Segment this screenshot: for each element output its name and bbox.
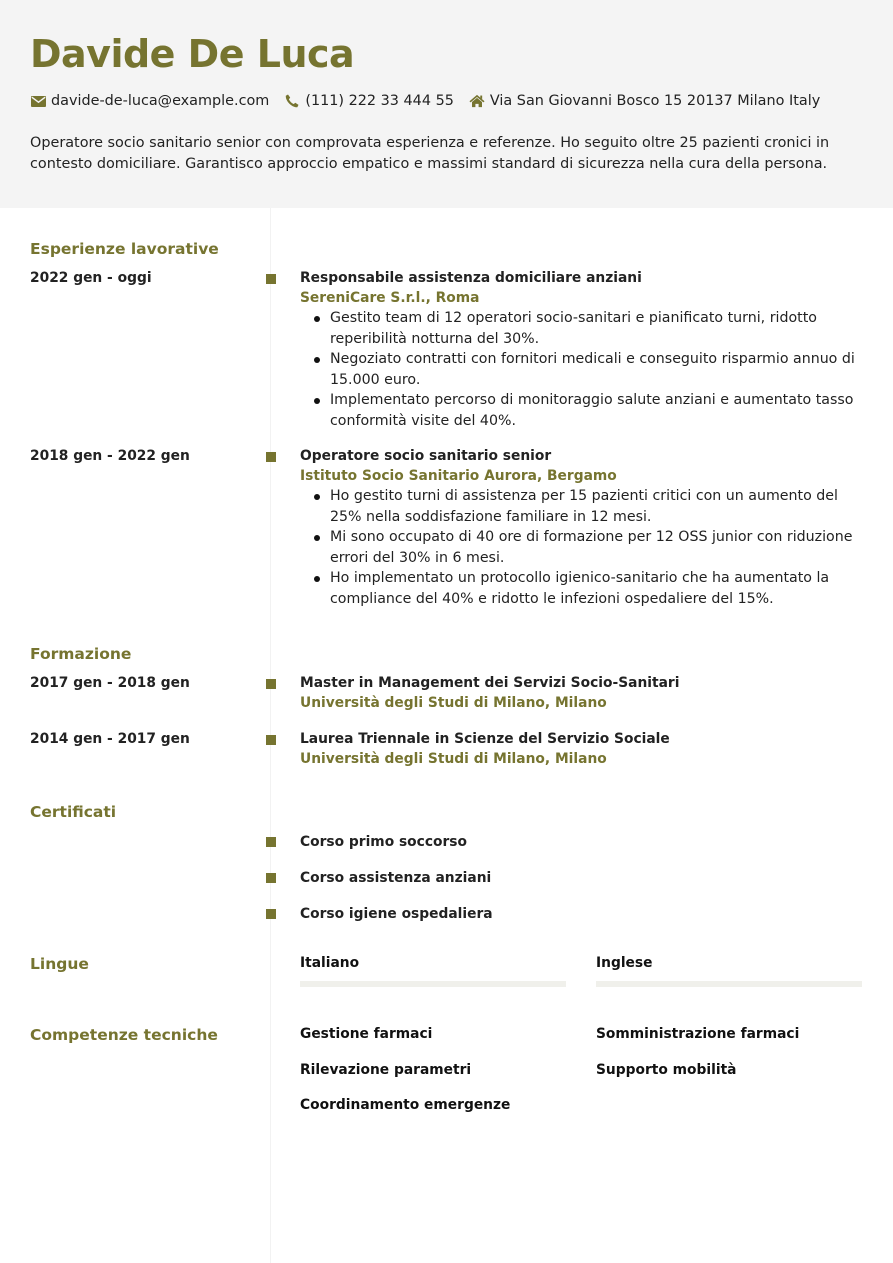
timeline-marker xyxy=(266,909,276,919)
experience-entry xyxy=(30,446,863,609)
skill-item: Coordinamento emergenze xyxy=(300,1097,511,1113)
certificate-name: Corso igiene ospedaliera xyxy=(300,906,493,922)
contact-email xyxy=(30,93,269,109)
phone-icon xyxy=(284,94,300,108)
timeline-marker xyxy=(266,452,276,462)
section-skills xyxy=(30,1024,863,1113)
language-item xyxy=(300,953,566,987)
bullet-item: Ho gestito turni di assistenza per 15 pazienti critici con un aumento del 25% nella soddisfazione familiare in 12 mesi. xyxy=(312,486,863,527)
skill-item: Gestione farmaci xyxy=(300,1026,433,1042)
language-level-bar xyxy=(596,981,862,987)
timeline-marker xyxy=(266,837,276,847)
entry-school: Università degli Studi di Milano, Milano xyxy=(300,751,607,767)
contact-row xyxy=(30,91,863,111)
envelope-icon xyxy=(30,94,46,108)
entry-organization: SereniCare S.r.l., Roma xyxy=(300,290,480,306)
candidate-name: Davide De Luca xyxy=(30,32,355,76)
timeline-marker xyxy=(266,735,276,745)
section-title-experience: Esperienze lavorative xyxy=(30,240,219,258)
skill-item: Somministrazione farmaci xyxy=(596,1026,800,1042)
entry-degree: Laurea Triennale in Scienze del Servizio Sociale xyxy=(300,731,670,747)
certificate-item xyxy=(30,904,863,940)
skill-item: Rilevazione parametri xyxy=(300,1061,472,1078)
timeline-marker xyxy=(266,873,276,883)
certificate-name: Corso primo soccorso xyxy=(300,834,467,850)
entry-date: 2014 gen - 2017 gen xyxy=(30,731,190,747)
certificate-item xyxy=(30,832,863,868)
skill-item: Supporto mobilità xyxy=(596,1061,737,1078)
bullet-item: Ho implementato un protocollo igienico-sanitario che ha aumentato la compliance del 40% e ridotto le infezioni ospedaliere del 15%. xyxy=(312,568,863,609)
timeline-marker xyxy=(266,679,276,689)
languages-grid xyxy=(300,953,863,987)
experience-entry xyxy=(30,268,863,431)
education-entry xyxy=(30,673,863,713)
entry-bullets xyxy=(312,308,863,431)
entry-degree: Master in Management dei Servizi Socio-Sanitari xyxy=(300,675,680,691)
section-title-education: Formazione xyxy=(30,645,132,663)
section-title-certificates: Certificati xyxy=(30,803,117,821)
bullet-item: Mi sono occupato di 40 ore di formazione per 12 OSS junior con riduzione errori del 30% in 6 mesi. xyxy=(312,527,863,568)
bullet-item: Implementato percorso di monitoraggio salute anziani e aumentato tasso conformità visite del 40%. xyxy=(312,390,863,431)
skills-grid xyxy=(300,1024,863,1131)
certificate-name: Corso assistenza anziani xyxy=(300,870,492,886)
language-name: Italiano xyxy=(300,955,360,971)
resume-header xyxy=(0,0,893,208)
section-title-languages: Lingue xyxy=(30,955,89,973)
timeline-marker xyxy=(266,274,276,284)
bullet-item: Negoziato contratti con fornitori medicali e conseguito risparmio annuo di 15.000 euro. xyxy=(312,349,863,390)
entry-role: Responsabile assistenza domiciliare anziani xyxy=(300,270,642,286)
language-level-bar xyxy=(300,981,566,987)
section-experience xyxy=(30,238,863,609)
entry-role: Operatore socio sanitario senior xyxy=(300,448,552,464)
section-education xyxy=(30,643,863,769)
bullet-item: Gestito team di 12 operatori socio-sanitari e pianificato turni, ridotto reperibilità notturna del 30%. xyxy=(312,308,863,349)
contact-address xyxy=(469,93,820,109)
entry-date: 2017 gen - 2018 gen xyxy=(30,675,190,691)
address-text: Via San Giovanni Bosco 15 20137 Milano Italy xyxy=(489,93,821,109)
language-name: Inglese xyxy=(596,955,653,971)
language-item xyxy=(596,953,862,987)
phone-text[interactable]: (111) 222 33 444 55 xyxy=(305,93,454,109)
entry-date: 2022 gen - oggi xyxy=(30,270,152,286)
section-languages xyxy=(30,953,863,975)
entry-date: 2018 gen - 2022 gen xyxy=(30,448,190,464)
section-title-skills: Competenze tecniche xyxy=(30,1026,218,1044)
entry-school: Università degli Studi di Milano, Milano xyxy=(300,695,607,711)
certificate-item xyxy=(30,868,863,904)
section-certificates xyxy=(30,801,863,940)
entry-bullets xyxy=(312,486,863,609)
profile-summary: Operatore socio sanitario senior con comprovata esperienza e referenze. Ho seguito oltre 25 pazienti cronici in contesto domiciliare. Garantisco approccio empatico e massimi standard di sicurezza nella cura della persona. xyxy=(30,135,830,172)
entry-organization: Istituto Socio Sanitario Aurora, Bergamo xyxy=(300,468,617,484)
education-entry xyxy=(30,729,863,769)
home-icon xyxy=(469,94,485,108)
contact-phone xyxy=(284,93,454,109)
email-text[interactable]: davide-de-luca@example.com xyxy=(51,93,270,109)
